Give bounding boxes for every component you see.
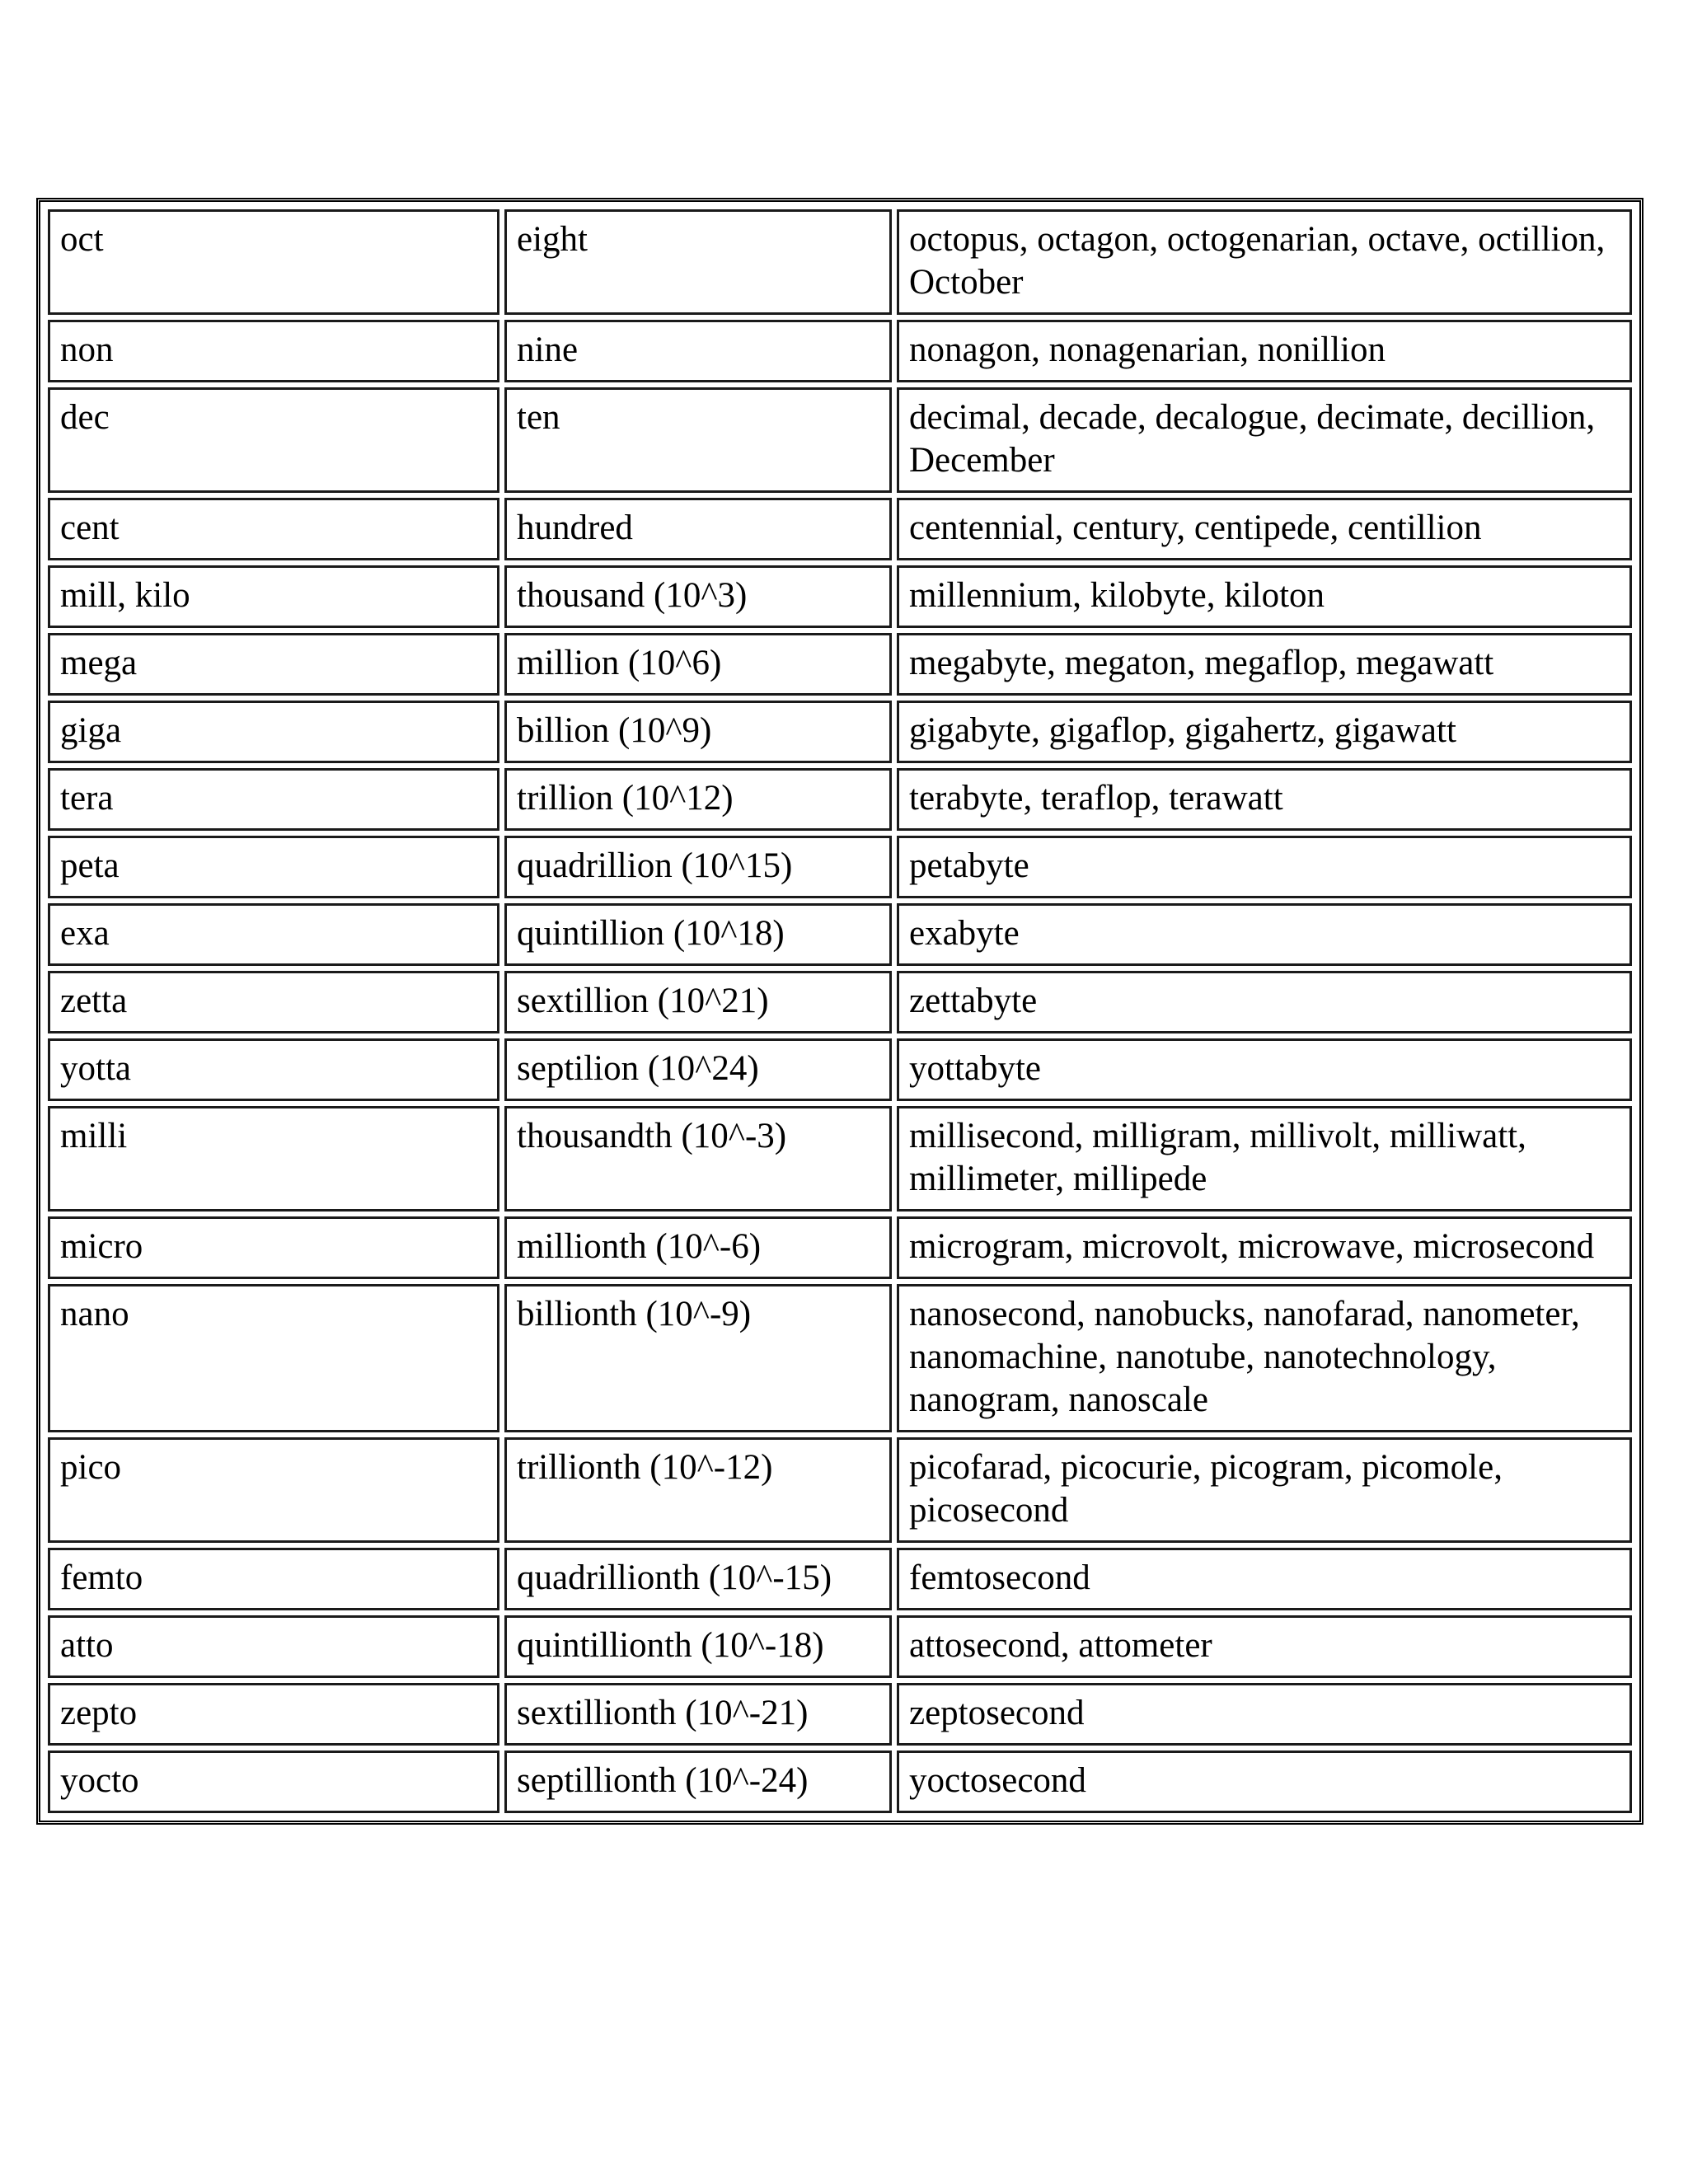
prefix-cell <box>48 1284 499 1432</box>
examples-cell-text: microgram, microvolt, microwave, microsecond <box>909 1227 1595 1266</box>
meaning-cell-text: trillionth (10^-12) <box>517 1448 773 1487</box>
examples-cell <box>897 1437 1632 1543</box>
table-row <box>48 1437 1632 1543</box>
meaning-cell-text: quintillionth (10^-18) <box>517 1626 824 1665</box>
examples-cell <box>897 768 1632 831</box>
prefix-cell-text: nano <box>60 1295 129 1333</box>
table-row <box>48 387 1632 493</box>
meaning-cell <box>504 768 892 831</box>
meaning-cell <box>504 1437 892 1543</box>
prefix-cell <box>48 1615 499 1678</box>
prefix-cell <box>48 1106 499 1212</box>
examples-cell <box>897 1038 1632 1101</box>
prefix-cell <box>48 320 499 382</box>
examples-cell-text: megabyte, megaton, megaflop, megawatt <box>909 644 1494 682</box>
prefix-cell-text: peta <box>60 846 120 885</box>
meaning-cell-text: quadrillionth (10^-15) <box>517 1558 832 1597</box>
prefix-cell-text: tera <box>60 779 114 818</box>
meaning-cell <box>504 1750 892 1813</box>
table-row <box>48 1284 1632 1432</box>
meaning-cell-text: septillionth (10^-24) <box>517 1761 809 1800</box>
prefix-cell <box>48 971 499 1033</box>
meaning-cell <box>504 701 892 763</box>
prefix-cell <box>48 633 499 696</box>
meaning-cell-text: sextillionth (10^-21) <box>517 1694 809 1732</box>
prefix-cell <box>48 565 499 628</box>
examples-cell-text: centennial, century, centipede, centillion <box>909 509 1482 547</box>
prefix-cell-text: femto <box>60 1558 143 1597</box>
meaning-cell <box>504 1548 892 1610</box>
meaning-cell <box>504 387 892 493</box>
examples-cell-text: decimal, decade, decalogue, decimate, decillion, December <box>909 398 1596 480</box>
examples-cell-text: picofarad, picocurie, picogram, picomole, picosecond <box>909 1448 1503 1530</box>
meaning-cell <box>504 1106 892 1212</box>
prefix-cell-text: oct <box>60 220 104 259</box>
prefix-cell-text: yocto <box>60 1761 139 1800</box>
prefix-cell <box>48 387 499 493</box>
prefix-cell-text: giga <box>60 711 122 750</box>
meaning-cell-text: thousand (10^3) <box>517 576 748 615</box>
examples-cell <box>897 1615 1632 1678</box>
meaning-cell-text: quadrillion (10^15) <box>517 846 793 885</box>
table-row <box>48 1216 1632 1279</box>
meaning-cell <box>504 971 892 1033</box>
meaning-cell-text: sextillion (10^21) <box>517 982 769 1020</box>
examples-cell <box>897 1548 1632 1610</box>
table-row <box>48 836 1632 898</box>
meaning-cell-text: hundred <box>517 509 633 547</box>
examples-cell-text: zeptosecond <box>909 1694 1085 1732</box>
examples-cell-text: attosecond, attometer <box>909 1626 1212 1665</box>
meaning-cell <box>504 565 892 628</box>
prefix-cell <box>48 836 499 898</box>
meaning-cell <box>504 1615 892 1678</box>
table-row <box>48 498 1632 560</box>
table-row <box>48 565 1632 628</box>
prefix-cell <box>48 903 499 966</box>
meaning-cell-text: quintillion (10^18) <box>517 914 785 953</box>
examples-cell-text: millisecond, milligram, millivolt, milliwatt, millimeter, millipede <box>909 1117 1526 1198</box>
prefix-cell-text: micro <box>60 1227 143 1266</box>
table-body <box>48 209 1632 1813</box>
examples-cell <box>897 633 1632 696</box>
meaning-cell <box>504 498 892 560</box>
prefix-table-frame <box>36 198 1643 1825</box>
examples-cell-text: nonagon, nonagenarian, nonillion <box>909 330 1386 369</box>
examples-cell <box>897 701 1632 763</box>
meaning-cell <box>504 1683 892 1746</box>
examples-cell-text: millennium, kilobyte, kiloton <box>909 576 1325 615</box>
examples-cell <box>897 1750 1632 1813</box>
examples-cell <box>897 971 1632 1033</box>
prefix-cell <box>48 1038 499 1101</box>
prefix-cell-text: pico <box>60 1448 122 1487</box>
meaning-cell-text: million (10^6) <box>517 644 722 682</box>
meaning-cell-text: septilion (10^24) <box>517 1049 759 1088</box>
prefix-cell-text: milli <box>60 1117 128 1155</box>
examples-cell <box>897 387 1632 493</box>
examples-cell <box>897 320 1632 382</box>
examples-cell-text: octopus, octagon, octogenarian, octave, octillion, October <box>909 220 1606 302</box>
prefix-cell-text: mill, kilo <box>60 576 190 615</box>
prefix-cell <box>48 1216 499 1279</box>
table-row <box>48 1106 1632 1212</box>
examples-cell <box>897 1683 1632 1746</box>
examples-cell <box>897 498 1632 560</box>
meaning-cell <box>504 633 892 696</box>
prefix-cell <box>48 1750 499 1813</box>
prefix-table <box>43 204 1637 1818</box>
table-row <box>48 320 1632 382</box>
meaning-cell <box>504 1284 892 1432</box>
prefix-cell-text: non <box>60 330 114 369</box>
table-row <box>48 1038 1632 1101</box>
examples-cell <box>897 209 1632 315</box>
meaning-cell-text: billion (10^9) <box>517 711 712 750</box>
examples-cell-text: yottabyte <box>909 1049 1042 1088</box>
table-row <box>48 1615 1632 1678</box>
prefix-cell-text: exa <box>60 914 110 953</box>
meaning-cell-text: billionth (10^-9) <box>517 1295 752 1333</box>
prefix-cell-text: dec <box>60 398 110 437</box>
meaning-cell-text: ten <box>517 398 560 437</box>
meaning-cell <box>504 1038 892 1101</box>
examples-cell-text: zettabyte <box>909 982 1038 1020</box>
examples-cell <box>897 1106 1632 1212</box>
prefix-cell <box>48 1548 499 1610</box>
table-row <box>48 768 1632 831</box>
meaning-cell-text: millionth (10^-6) <box>517 1227 762 1266</box>
table-row <box>48 903 1632 966</box>
meaning-cell-text: thousandth (10^-3) <box>517 1117 787 1155</box>
table-row <box>48 209 1632 315</box>
prefix-cell-text: yotta <box>60 1049 131 1088</box>
table-row <box>48 701 1632 763</box>
meaning-cell-text: nine <box>517 330 579 369</box>
meaning-cell-text: trillion (10^12) <box>517 779 734 818</box>
examples-cell <box>897 836 1632 898</box>
examples-cell-text: petabyte <box>909 846 1029 885</box>
examples-cell-text: terabyte, teraflop, terawatt <box>909 779 1283 818</box>
table-row <box>48 1750 1632 1813</box>
prefix-cell <box>48 701 499 763</box>
table-row <box>48 971 1632 1033</box>
examples-cell-text: exabyte <box>909 914 1020 953</box>
meaning-cell <box>504 1216 892 1279</box>
prefix-cell-text: cent <box>60 509 120 547</box>
examples-cell-text: yoctosecond <box>909 1761 1086 1800</box>
meaning-cell <box>504 320 892 382</box>
prefix-cell <box>48 498 499 560</box>
examples-cell <box>897 1216 1632 1279</box>
table-row <box>48 633 1632 696</box>
prefix-cell-text: zepto <box>60 1694 138 1732</box>
prefix-cell <box>48 768 499 831</box>
examples-cell-text: gigabyte, gigaflop, gigahertz, gigawatt <box>909 711 1456 750</box>
meaning-cell <box>504 209 892 315</box>
table-row <box>48 1683 1632 1746</box>
prefix-cell <box>48 1683 499 1746</box>
prefix-cell-text: zetta <box>60 982 128 1020</box>
meaning-cell-text: eight <box>517 220 588 259</box>
examples-cell <box>897 1284 1632 1432</box>
prefix-cell <box>48 209 499 315</box>
prefix-cell <box>48 1437 499 1543</box>
examples-cell-text: nanosecond, nanobucks, nanofarad, nanometer, nanomachine, nanotube, nanotechnology, nanogram, nanoscale <box>909 1295 1580 1419</box>
table-row <box>48 1548 1632 1610</box>
prefix-cell-text: atto <box>60 1626 114 1665</box>
prefix-cell-text: mega <box>60 644 138 682</box>
examples-cell <box>897 903 1632 966</box>
examples-cell <box>897 565 1632 628</box>
examples-cell-text: femtosecond <box>909 1558 1090 1597</box>
meaning-cell <box>504 903 892 966</box>
meaning-cell <box>504 836 892 898</box>
